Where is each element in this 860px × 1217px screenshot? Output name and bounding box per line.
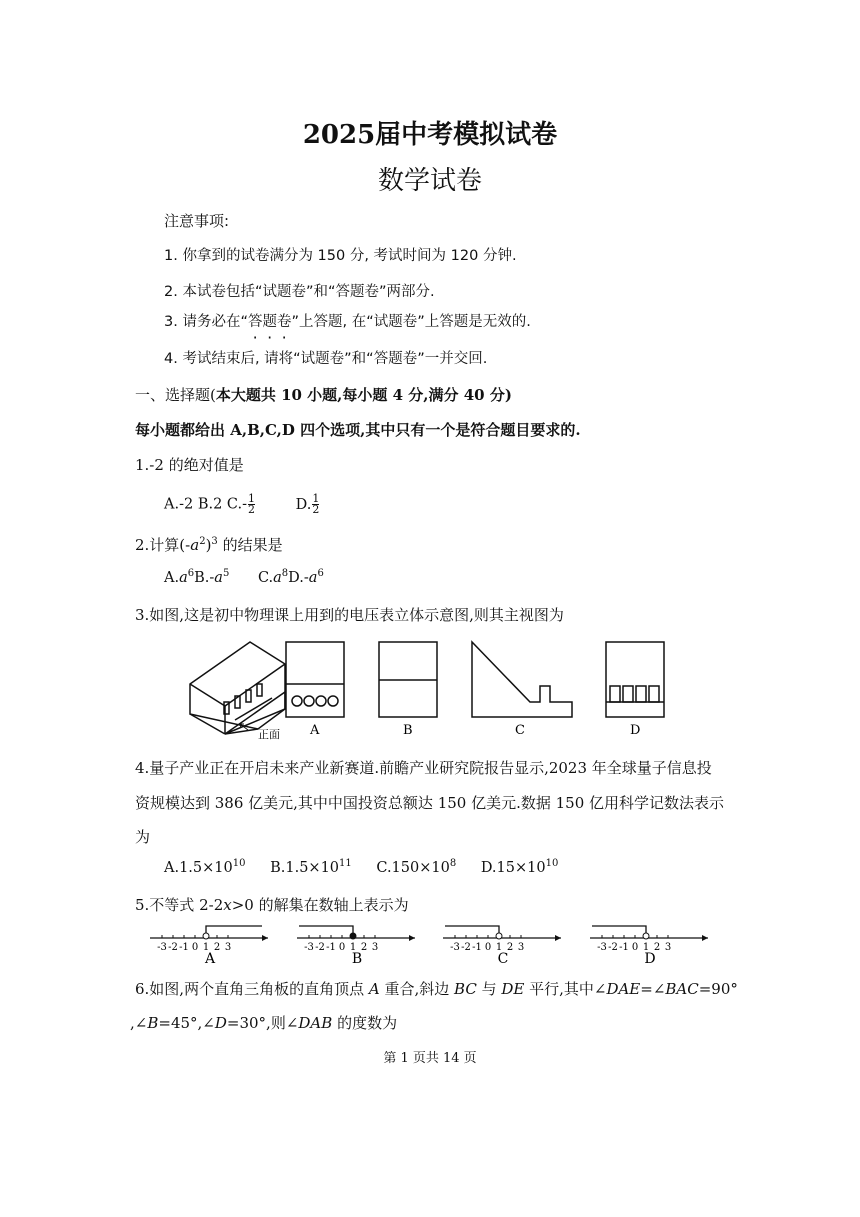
text: ,∠ bbox=[130, 1014, 148, 1032]
option-b-view bbox=[379, 642, 437, 717]
fraction-denominator: 2 bbox=[312, 503, 320, 516]
tick-label: -2 bbox=[168, 942, 178, 953]
tick-label: 2 bbox=[213, 942, 221, 953]
var: a bbox=[273, 569, 282, 586]
section-heading-b: 本大题共 10 小题,每小题 4 分,满分 40 分) bbox=[215, 386, 512, 404]
tick-label: -2 bbox=[315, 942, 325, 953]
section-heading-a: 一、选择题( bbox=[135, 386, 216, 404]
var: x bbox=[223, 896, 232, 914]
tick-label: -2 bbox=[608, 942, 618, 953]
notice-item-3-part2: ”上答题, 在“试题卷”上答题是无效的. bbox=[291, 314, 531, 330]
var: BAC bbox=[665, 980, 699, 998]
q2-stem bbox=[135, 534, 283, 555]
open-point bbox=[643, 933, 649, 939]
tick-label: 0 bbox=[631, 942, 639, 953]
fraction-denominator: 2 bbox=[248, 503, 255, 516]
text: >0 的解集在数轴上表示为 bbox=[231, 896, 409, 914]
q1-options bbox=[164, 494, 319, 515]
axis-arrow-icon bbox=[262, 935, 268, 941]
notice-item-3-part1: 3. 请务必在“ bbox=[164, 314, 248, 330]
option-d-label: D bbox=[630, 723, 641, 738]
q4-line3: 为 bbox=[135, 828, 151, 846]
number-line-b bbox=[297, 926, 415, 964]
text: 与 bbox=[476, 980, 502, 998]
number-line-d bbox=[590, 926, 708, 964]
tick-label: -1 bbox=[619, 942, 629, 953]
text: C. bbox=[257, 569, 274, 586]
option-c-label: C bbox=[515, 723, 525, 738]
tick-label: -3 bbox=[450, 942, 460, 953]
emph-char: 卷 bbox=[276, 314, 292, 330]
text: 重合,斜边 bbox=[379, 980, 455, 998]
q6-line2 bbox=[130, 1012, 397, 1033]
open-point bbox=[203, 933, 209, 939]
tick-label: 3 bbox=[371, 942, 379, 953]
text: 的结果是 bbox=[217, 536, 283, 554]
q3-figure bbox=[180, 634, 690, 744]
option-label: A bbox=[204, 951, 216, 964]
solution-ray bbox=[445, 926, 499, 934]
exp: 10 bbox=[545, 858, 559, 869]
tick-label: 3 bbox=[517, 942, 525, 953]
q4-line2: 资规模达到 386 亿美元,其中中国投资总额达 150 亿美元.数据 150 亿用科学记数法表示 bbox=[135, 794, 725, 812]
var: a bbox=[308, 569, 318, 586]
exam-title: 2025届中考模拟试卷 bbox=[302, 120, 558, 150]
exp: 11 bbox=[339, 858, 352, 869]
text: 平行,其中∠ bbox=[524, 980, 607, 998]
q4-option-a: A.1.5×10 bbox=[164, 859, 233, 876]
q5-stem bbox=[135, 894, 409, 915]
solution-ray bbox=[299, 926, 353, 934]
option-label: B bbox=[351, 951, 363, 964]
text: 的度数为 bbox=[332, 1014, 398, 1032]
tick-label: 3 bbox=[224, 942, 232, 953]
tick-label: 0 bbox=[484, 942, 492, 953]
option-b-label: B bbox=[403, 723, 413, 738]
var: a bbox=[214, 569, 223, 586]
exp: 5 bbox=[222, 568, 230, 579]
text: B.- bbox=[194, 569, 215, 586]
section-heading bbox=[135, 384, 512, 405]
tick-label: -3 bbox=[304, 942, 314, 953]
axis-arrow-icon bbox=[702, 935, 708, 941]
exam-subtitle: 数学试卷 bbox=[377, 166, 482, 196]
fraction bbox=[248, 494, 255, 515]
text: D.- bbox=[288, 569, 309, 586]
number-line-c bbox=[443, 926, 561, 964]
exp: 8 bbox=[281, 568, 289, 579]
notice-item-4: 4. 考试结束后, 请将“试题卷”和“答题卷”一并交回. bbox=[164, 351, 488, 367]
notice-item-3 bbox=[164, 310, 531, 331]
tick-label: 3 bbox=[664, 942, 672, 953]
tick-label: -2 bbox=[461, 942, 471, 953]
page-footer: 第 1 页共 14 页 bbox=[383, 1051, 477, 1066]
open-point bbox=[496, 933, 502, 939]
option-a-label: A bbox=[310, 723, 320, 738]
option-label: D bbox=[644, 951, 656, 964]
exp: 6 bbox=[187, 568, 195, 579]
tick-label: 2 bbox=[653, 942, 661, 953]
q4-option-b: B.1.5×10 bbox=[270, 859, 340, 876]
notice-heading: 注意事项: bbox=[164, 212, 230, 230]
tick-label: -1 bbox=[326, 942, 336, 953]
axis-arrow-icon bbox=[409, 935, 415, 941]
tick-label: 2 bbox=[360, 942, 368, 953]
notice-item-3-emphasis bbox=[248, 314, 292, 330]
tick-label: 1 bbox=[349, 942, 357, 953]
tick-label: 1 bbox=[202, 942, 210, 953]
front-label: 正面 bbox=[258, 728, 280, 741]
emph-char: 答 bbox=[247, 314, 263, 330]
q1-stem: 1.-2 的绝对值是 bbox=[135, 456, 244, 474]
voltmeter-3d-figure bbox=[190, 642, 285, 734]
tick-label: 1 bbox=[642, 942, 650, 953]
q2-options bbox=[164, 568, 324, 586]
text: ) bbox=[205, 536, 212, 554]
tick-label: -1 bbox=[472, 942, 482, 953]
text: 6.如图,两个直角三角板的直角顶点 bbox=[135, 980, 369, 998]
var: a bbox=[190, 536, 200, 554]
text: 2.计算(- bbox=[135, 536, 191, 554]
emph-char: 题 bbox=[262, 314, 277, 330]
text: =30°,则∠ bbox=[226, 1014, 299, 1032]
fraction-numerator: 1 bbox=[248, 492, 255, 505]
text: A. bbox=[164, 569, 180, 586]
var: DAE bbox=[606, 980, 641, 998]
option-d-view bbox=[606, 642, 664, 717]
text: =45°,∠ bbox=[158, 1014, 215, 1032]
q1-option-d: D. bbox=[295, 496, 312, 513]
var: BC bbox=[454, 980, 477, 998]
option-c-view bbox=[472, 642, 572, 717]
var: a bbox=[179, 569, 188, 586]
axis-arrow-icon bbox=[555, 935, 561, 941]
text: =90° bbox=[698, 980, 738, 998]
var: D bbox=[214, 1014, 227, 1032]
solution-ray bbox=[592, 926, 646, 934]
exp: 2 bbox=[199, 536, 206, 547]
q6-line1 bbox=[135, 978, 738, 999]
option-label: C bbox=[497, 951, 509, 964]
tick-label: 0 bbox=[338, 942, 346, 953]
fraction-numerator: 1 bbox=[312, 492, 320, 505]
tick-label: 2 bbox=[506, 942, 514, 953]
solution-ray bbox=[206, 926, 262, 934]
q4-option-d: D.15×10 bbox=[480, 859, 546, 876]
fraction bbox=[312, 494, 319, 515]
tick-label: 1 bbox=[495, 942, 503, 953]
q4-options bbox=[164, 858, 558, 876]
tick-label: 0 bbox=[191, 942, 199, 953]
section-instruction: 每小题都给出 A,B,C,D 四个选项,其中只有一个是符合题目要求的. bbox=[135, 421, 581, 439]
notice-item-1: 1. 你拿到的试卷满分为 150 分, 考试时间为 120 分钟. bbox=[164, 248, 517, 264]
text: =∠ bbox=[640, 980, 666, 998]
q4-option-c: C.150×10 bbox=[376, 859, 450, 876]
exp: 10 bbox=[232, 858, 246, 869]
var: A bbox=[368, 980, 380, 998]
var: DAB bbox=[298, 1014, 333, 1032]
text: 5.不等式 2-2 bbox=[135, 896, 224, 914]
tick-label: -3 bbox=[597, 942, 607, 953]
q4-line1: 4.量子产业正在开启未来产业新赛道.前瞻产业研究院报告显示,2023 年全球量子信息投 bbox=[135, 759, 712, 777]
q5-number-lines bbox=[145, 918, 715, 964]
option-a-view bbox=[286, 642, 344, 717]
q1-option-abc: A.-2 B.2 C.- bbox=[164, 496, 247, 513]
var: B bbox=[147, 1014, 159, 1032]
exp: 8 bbox=[449, 858, 457, 869]
q3-stem: 3.如图,这是初中物理课上用到的电压表立体示意图,则其主视图为 bbox=[135, 606, 564, 624]
tick-label: -3 bbox=[157, 942, 167, 953]
closed-point bbox=[350, 933, 356, 939]
number-line-a bbox=[150, 926, 268, 964]
var: DE bbox=[501, 980, 525, 998]
exp: 6 bbox=[317, 568, 324, 579]
tick-label: -1 bbox=[179, 942, 189, 953]
notice-item-2: 2. 本试卷包括“试题卷”和“答题卷”两部分. bbox=[164, 284, 435, 300]
exp: 3 bbox=[211, 536, 218, 547]
